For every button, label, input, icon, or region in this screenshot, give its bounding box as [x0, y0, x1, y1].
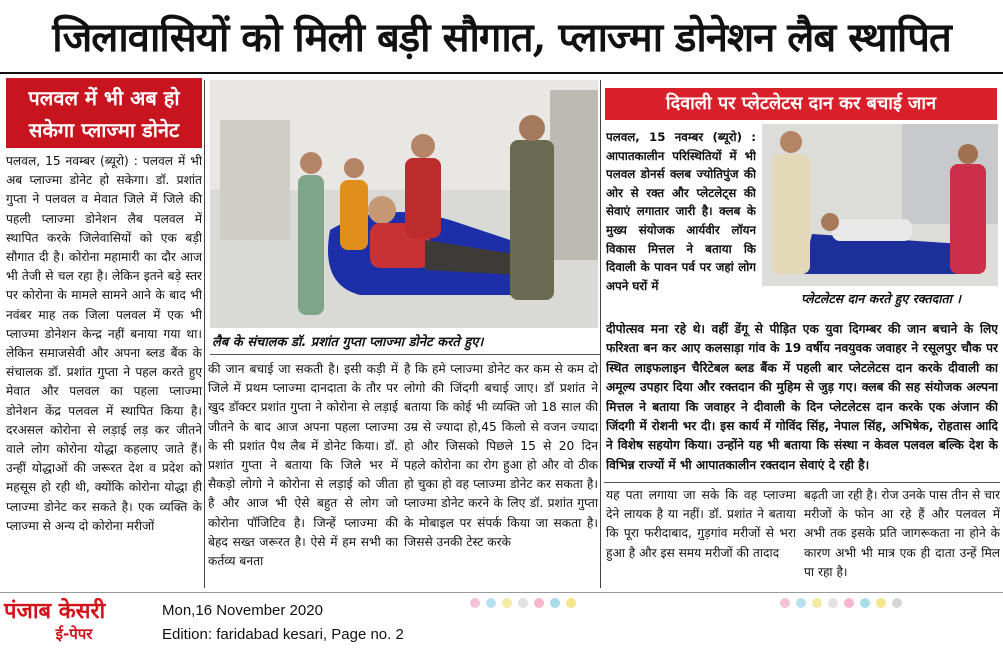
platelet-donation-photo-image	[762, 124, 998, 286]
punjab-kesari-logo	[4, 598, 144, 646]
headline-rule	[0, 72, 1003, 74]
main-photo-caption: लैब के संचालक डॉ. प्रशांत गुप्ता प्लाज्मा डोनेट करते हुए।	[212, 335, 484, 350]
right-story-body: दीपोत्सव मना रहे थे। वहीं डेंगू से पीड़ित एक युवा दिगम्बर की जान बचाने के लिए फरिश्ता बन कर आए कलसाड़ा गांव के 19 वर्षीय नवयुवक जवाहर ने रसूलपुर चौक पर स्थित लाइफलाइन चैरिटेबल ब्लड बैंक में पहली बार प्लेटलेटस दान करके दीवाली का अमूल्य उपहार दिया और रक्तदान की मुहिम से जुड़ गए। क्लब की सह संयोजक अल्पना मित्तल ने बताया कि जवाहर ने दीवाली के दिन प्लेटलेटस दान करके एक अंजान की जिंदगी में रोशनी भर दी। इस कार्य में गोविंद सिंह, नेपाल सिंह, अभिषेक, रोहतास आदि ने विशेष सहयोग किया। उन्होंने यह भी बताया कि संस्था न केवल पलवल बल्कि देश के विभिन्न राज्यों में भी आपातकालीन रक्तदान सेवाएं दे रही है।	[606, 322, 998, 472]
page-headline: जिलावासियों को मिली बड़ी सौगात, प्लाज्मा डोनेशन लैब स्थापित	[52, 13, 951, 61]
footer-rule	[0, 592, 1003, 593]
print-registration-dots-right	[780, 598, 902, 608]
column-divider-right	[600, 80, 601, 588]
plasma-donation-photo	[210, 80, 598, 328]
right-story-title: दिवाली पर प्लेटलेटस दान कर बचाई जान	[605, 88, 997, 120]
left-story-column-5: बढ़ती जा रही है। रोज उनके पास तीन से चार मरीजों के फोन आ रहे हैं और पलवल में अभी तक इसके प्रति जागरूकता ना होने के कारण अभी भी मात्र एक ही दाता उन्हें मिल पा रहा है।	[804, 488, 1000, 579]
column-divider	[204, 80, 205, 588]
platelet-donation-photo	[762, 124, 998, 286]
left-story-column-4: यह पता लगाया जा सके कि वह प्लाज्मा देने लायक है या नहीं। डॉ. प्रशांत ने बताया कि पूरा फरीदाबाद, गुड़गांव मरीजों से भरा हुआ है और इस समय मरीजों की तादाद	[606, 488, 796, 560]
left-story-column-3: है कि हमे प्लाज्मा डोनेट कर कम से कम दो लोगो की जिंदगी बचाई जाए। डॉ प्रशांत ने बताया कि कोई भी व्यक्ति जो 18 साल की उम्र से ज्यादा हो,45 किलो से वजन ज्यादा हो और जिसको पिछले 15 से 20 दिन पहले कोरोना का रोग हुआ हो और वो ठीक हो चुका हो वह प्लाज्मा डोनेट कर सकता है। प्लाज्मा डोनेट करने के लिए डॉ. प्रशांत गुप्ता के मोबाइल पर संपर्क किया जा सकता है। जिससे उनकी टेस्ट करके	[404, 362, 598, 549]
right-photo-caption: प्लेटलेटस दान करते हुए रक्तदाता ।	[801, 291, 961, 306]
right-story-end-rule	[604, 482, 1000, 483]
logo-subtitle: ई-पेपर	[55, 625, 93, 643]
left-story-column-2: की जान बचाई जा सकती है। इसी कड़ी में जिले में प्रथम प्लाज्मा दानदाता के तौर पर खुद डॉक्टर प्रशांत गुप्ता ने कोरोना से लड़ाई जीतने के बाद आज अपना पहला प्लाज्मा के सी प्रशांत पैथ लैब में डोनेट किया। डॉ. प्रशांत गुप्ता ने बताया कि जिले भर में सैकड़ो लोगो ने कोरोना से लड़ाई को जीता है और आज भी ऐसे बहुत से लोग जो कोरोना पॉजिटिव है। जिन्हें प्लाज्मा की बेहद सख्त जरूरत है। ऐसे में हम सभी का कर्तव्य बनता	[208, 362, 398, 569]
left-story-title: पलवल में भी अब हो सकेगा प्लाज्मा डोनेट	[6, 78, 202, 148]
caption-rule	[210, 354, 600, 355]
logo-title: पंजाब केसरी	[4, 598, 106, 624]
plasma-donation-photo-image	[210, 80, 598, 328]
edition-info: Edition: faridabad kesari, Page no. 2	[162, 626, 404, 643]
right-story-intro: पलवल, 15 नवम्बर (ब्यूरो) : आपातकालीन परिस्थितियों में भी पलवल डोनर्स क्लब ज्योतिपुंज की ओर से रक्त और प्लेटलेट्स की सेवाएं लगातार जारी है। क्लब के मुख्य संयोजक आर्यवीर लॉयन विकास मित्तल ने बताया कि दिवाली के पावन पर्व पर जहां लोग अपने घरों में	[606, 130, 756, 293]
print-registration-dots-left	[470, 598, 576, 608]
edition-date: Mon,16 November 2020	[162, 602, 323, 619]
left-story-column-1: पलवल, 15 नवम्बर (ब्यूरो) : पलवल में भी अब प्लाज्मा डोनेट हो सकेगा। डॉ. प्रशांत गुप्ता ने पलवल व मेवात जिले में जिले की पहली प्लाज्मा डोनेशन लैब पलवल में स्थापित करके जिलेवासियों को एक बड़ी सौगात दी है। कोरोना महामारी का दौर आज भी तेजी से चल रहा है। लेकिन इतने बड़े स्तर पर कोरोना के मामले सामने आने के बाद भी नवंबर माह तक जिला पलवल में एक भी प्लाज्मा डोनेशन केन्द्र नहीं बनाया गया था। लेकिन समाजसेवी और अपना ब्लड बैंक के संचालक डॉ. प्रशांत गुप्ता ने पहल करते हुए मेवात और पलवल का पहला प्लाज्मा डोनेशन केंद्र पलवल में स्थापित किया है। दरअसल कोरोना से लड़ाई लड़ कर जीतने वाले लोग कोरोना योद्धा कहलाए जाते हैं। उन्हीं योद्धाओं की जरूरत देश व प्रदेश को महसूस हो रही थी, क्योंकि कोरोना योद्धा ही प्लाज्मा डोनेट कर सकते है। एक व्यक्ति के प्लाज्मा से अन्य दो कोरोना मरीजों	[6, 154, 202, 533]
